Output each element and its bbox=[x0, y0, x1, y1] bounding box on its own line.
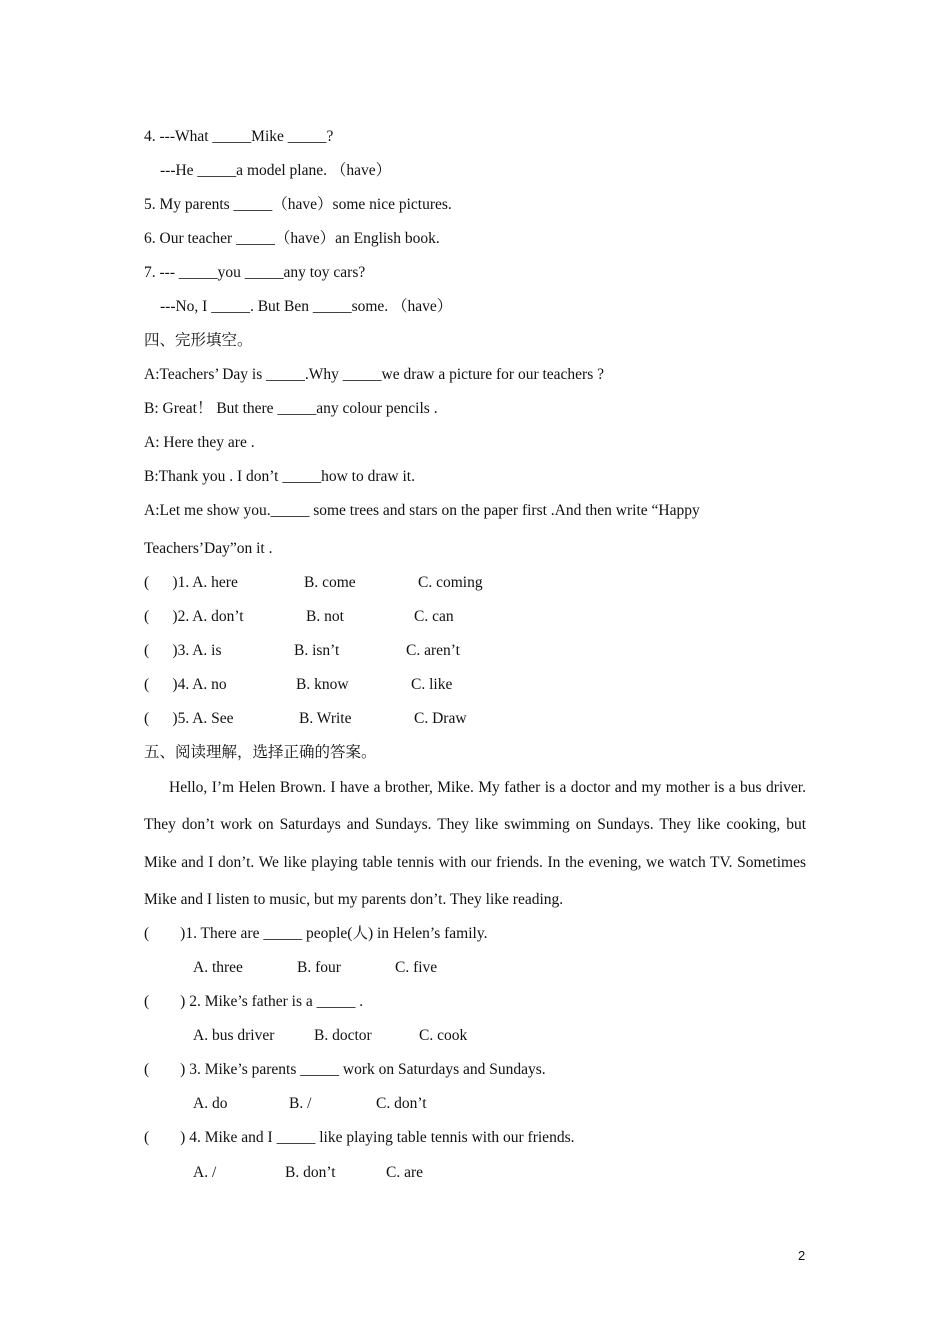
cloze-question-option-c: C. like bbox=[411, 676, 453, 693]
cloze-question-option-a: ( )4. A. no bbox=[144, 676, 227, 693]
reading-option-a: A. three bbox=[193, 959, 243, 976]
cloze-question-option-c: C. coming bbox=[418, 574, 483, 591]
cloze-line: B:Thank you . I don’t _____how to draw it. bbox=[144, 468, 415, 485]
cloze-heading: 四、完形填空。 bbox=[144, 332, 253, 349]
cloze-question-option-a: ( )5. A. See bbox=[144, 710, 234, 727]
cloze-line: Teachers’Day”on it . bbox=[144, 540, 273, 557]
question-7-line-1: 7. --- _____you _____any toy cars? bbox=[144, 264, 366, 281]
page-number: 2 bbox=[798, 1248, 806, 1263]
cloze-question-option-a: ( )1. A. here bbox=[144, 574, 238, 591]
question-7-line-2: ---No, I _____. But Ben _____some. （have） bbox=[160, 298, 453, 315]
cloze-question-option-a: ( )3. A. is bbox=[144, 642, 222, 659]
reading-option-a: A. / bbox=[193, 1164, 217, 1181]
cloze-question-option-b: B. come bbox=[304, 574, 356, 591]
reading-option-a: A. bus driver bbox=[193, 1027, 275, 1044]
reading-question-stem: ( ) 4. Mike and I _____ like playing table tennis with our friends. bbox=[144, 1129, 575, 1146]
reading-question-stem: ( ) 3. Mike’s parents _____ work on Saturdays and Sundays. bbox=[144, 1061, 546, 1078]
cloze-line: B: Great！ But there _____any colour pencils . bbox=[144, 400, 438, 417]
cloze-question-option-c: C. Draw bbox=[414, 710, 467, 727]
reading-heading: 五、阅读理解，选择正确的答案。 bbox=[144, 744, 377, 761]
reading-option-c: C. five bbox=[395, 959, 438, 976]
reading-option-b: B. four bbox=[297, 959, 341, 976]
cloze-question-option-b: B. Write bbox=[299, 710, 352, 727]
reading-option-a: A. do bbox=[193, 1095, 228, 1112]
question-4-line-2: ---He _____a model plane. （have） bbox=[160, 162, 392, 179]
cloze-line: A: Here they are . bbox=[144, 434, 255, 451]
question-4-line-1: 4. ---What _____Mike _____? bbox=[144, 128, 334, 145]
reading-option-b: B. doctor bbox=[314, 1027, 372, 1044]
cloze-question-option-c: C. can bbox=[414, 608, 454, 625]
cloze-question-option-a: ( )2. A. don’t bbox=[144, 608, 244, 625]
reading-option-c: C. cook bbox=[419, 1027, 468, 1044]
question-6: 6. Our teacher _____（have）an English book. bbox=[144, 230, 440, 247]
reading-passage: Hello, I’m Helen Brown. I have a brother, Mike. My father is a doctor and my mother is a bus driver. They don’t work on Saturdays and Sundays. They like swimming on Sundays. They like cooking, but Mike and I don’t. We like playing table tennis with our friends. In the evening, we watch TV. Sometimes Mike and I listen to music, but my parents don’t. They like reading. bbox=[144, 779, 806, 908]
question-5: 5. My parents _____（have）some nice pictures. bbox=[144, 196, 452, 213]
reading-option-c: C. are bbox=[386, 1164, 424, 1181]
reading-question-stem: ( )1. There are _____ people(人) in Helen’s family. bbox=[144, 925, 488, 942]
cloze-line: A:Let me show you._____ some trees and stars on the paper first .And then write “Happy bbox=[144, 502, 700, 519]
reading-option-b: B. don’t bbox=[285, 1164, 336, 1181]
cloze-line: A:Teachers’ Day is _____.Why _____we draw a picture for our teachers ? bbox=[144, 366, 605, 383]
cloze-question-option-b: B. not bbox=[306, 608, 344, 625]
cloze-question-option-b: B. isn’t bbox=[294, 642, 340, 659]
cloze-question-option-b: B. know bbox=[296, 676, 349, 693]
reading-question-stem: ( ) 2. Mike’s father is a _____ . bbox=[144, 993, 364, 1010]
cloze-question-option-c: C. aren’t bbox=[406, 642, 460, 659]
reading-option-b: B. / bbox=[289, 1095, 312, 1112]
reading-option-c: C. don’t bbox=[376, 1095, 427, 1112]
